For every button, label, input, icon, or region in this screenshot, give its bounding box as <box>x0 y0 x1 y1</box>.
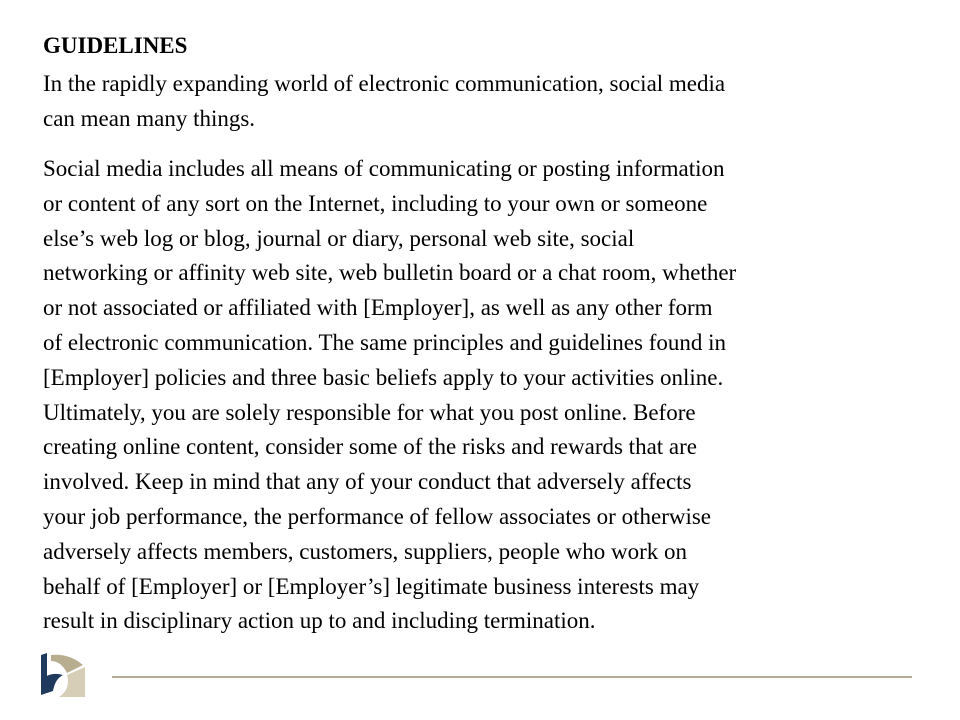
body-line: networking or affinity web site, web bulletin board or a chat room, whether <box>43 260 737 286</box>
body-line: [Employer] policies and three basic beliefs apply to your activities online. <box>43 364 724 390</box>
intro-paragraph <box>43 66 933 136</box>
body-line: or content of any sort on the Internet, including to your own or someone <box>43 190 708 216</box>
body-line: adversely affects members, customers, suppliers, people who work on <box>43 538 688 564</box>
body-line: or not associated or affiliated with [Employer], as well as any other form <box>43 295 713 321</box>
body-line: your job performance, the performance of fellow associates or otherwise <box>43 503 712 529</box>
body-line: involved. Keep in mind that any of your conduct that adversely affects <box>43 469 692 495</box>
company-logo-icon <box>37 651 89 699</box>
body-line: else’s web log or blog, journal or diary, personal web site, social <box>43 225 635 251</box>
intro-line: can mean many things. <box>43 106 256 131</box>
body-line: of electronic communication. The same principles and guidelines found in <box>43 329 726 355</box>
body-line: result in disciplinary action up to and including termination. <box>43 608 596 634</box>
body-line: Ultimately, you are solely responsible for what you post online. Before <box>43 399 696 425</box>
intro-line: In the rapidly expanding world of electronic communication, social media <box>43 71 726 96</box>
body-paragraph <box>43 152 943 639</box>
body-line: creating online content, consider some of the risks and rewards that are <box>43 434 697 460</box>
page-title: GUIDELINES <box>43 33 188 58</box>
body-line: Social media includes all means of communicating or posting information <box>43 156 725 181</box>
logo-light-shape <box>59 667 85 697</box>
body-line: behalf of [Employer] or [Employer’s] legitimate business interests may <box>43 573 700 599</box>
footer-divider <box>112 676 912 678</box>
